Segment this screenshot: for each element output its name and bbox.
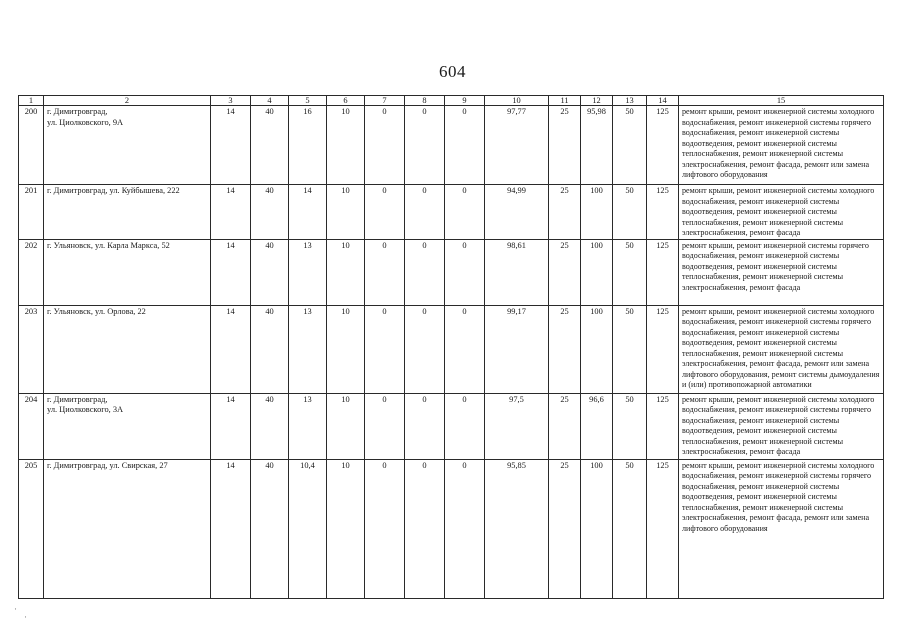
column-header: 11 [549,96,581,106]
column-header: 10 [485,96,549,106]
column-header: 3 [211,96,251,106]
column-header: 8 [405,96,445,106]
column-header: 6 [327,96,365,106]
column-number-row [19,96,884,106]
works-list-cell: ремонт крыши, ремонт инженерной системы холодного водоснабжения, ремонт инженерной системы горячего водоснабжения, ремонт инженерной системы водоотведения, ремонт инженерной системы теплоснабжения, ремонт инженерной системы электроснабжения, ремонт фасада, ремонт или замена лифтового оборудования [679,106,884,185]
column-header: 1 [19,96,44,106]
value-cell: 50 [613,106,647,185]
value-cell: 100 [581,185,613,240]
value-cell: 14 [211,393,251,459]
value-cell: 98,61 [485,239,549,305]
value-cell: 10 [327,393,365,459]
value-cell: 96,6 [581,393,613,459]
address-cell: г. Димитровград, ул. Циолковского, 3А [44,393,211,459]
address-cell: г. Димитровград, ул. Свирская, 27 [44,459,211,598]
column-header: 5 [289,96,327,106]
scan-mark: · [14,604,17,614]
value-cell: 125 [647,185,679,240]
row-number: 200 [19,106,44,185]
value-cell: 100 [581,459,613,598]
value-cell: 40 [251,393,289,459]
table-row [19,106,884,185]
column-header: 7 [365,96,405,106]
value-cell: 10 [327,305,365,393]
value-cell: 50 [613,185,647,240]
value-cell: 0 [405,393,445,459]
value-cell: 0 [405,459,445,598]
value-cell: 40 [251,185,289,240]
works-list-cell: ремонт крыши, ремонт инженерной системы холодного водоснабжения, ремонт инженерной системы горячего водоснабжения, ремонт инженерной системы водоотведения, ремонт инженерной системы теплоснабжения, ремонт инженерной системы электроснабжения, ремонт фасада [679,393,884,459]
value-cell: 95,85 [485,459,549,598]
value-cell: 40 [251,239,289,305]
row-number: 205 [19,459,44,598]
value-cell: 13 [289,393,327,459]
value-cell: 50 [613,459,647,598]
value-cell: 0 [405,106,445,185]
column-header: 14 [647,96,679,106]
value-cell: 14 [211,305,251,393]
value-cell: 125 [647,305,679,393]
value-cell: 25 [549,239,581,305]
value-cell: 14 [211,239,251,305]
row-number: 201 [19,185,44,240]
value-cell: 50 [613,305,647,393]
address-cell: г. Ульяновск, ул. Карла Маркса, 52 [44,239,211,305]
value-cell: 40 [251,305,289,393]
address-cell: г. Димитровград, ул. Циолковского, 9А [44,106,211,185]
value-cell: 0 [445,393,485,459]
value-cell: 50 [613,393,647,459]
value-cell: 40 [251,106,289,185]
value-cell: 125 [647,459,679,598]
value-cell: 125 [647,106,679,185]
column-header: 15 [679,96,884,106]
value-cell: 0 [365,239,405,305]
column-header: 9 [445,96,485,106]
value-cell: 13 [289,239,327,305]
value-cell: 16 [289,106,327,185]
value-cell: 0 [365,393,405,459]
value-cell: 0 [365,459,405,598]
value-cell: 125 [647,239,679,305]
value-cell: 0 [445,305,485,393]
value-cell: 10 [327,459,365,598]
value-cell: 25 [549,393,581,459]
value-cell: 0 [405,239,445,305]
works-list-cell: ремонт крыши, ремонт инженерной системы холодного водоснабжения, ремонт инженерной системы водоотведения, ремонт инженерной системы теплоснабжения, ремонт инженерной системы электроснабжения, ремонт фасада [679,185,884,240]
row-number: 204 [19,393,44,459]
value-cell: 14 [211,185,251,240]
value-cell: 100 [581,305,613,393]
address-cell: г. Ульяновск, ул. Орлова, 22 [44,305,211,393]
row-number: 202 [19,239,44,305]
value-cell: 14 [211,106,251,185]
value-cell: 25 [549,106,581,185]
address-cell: г. Димитровград, ул. Куйбышева, 222 [44,185,211,240]
value-cell: 25 [549,305,581,393]
column-header: 4 [251,96,289,106]
column-header: 12 [581,96,613,106]
value-cell: 10 [327,185,365,240]
value-cell: 25 [549,185,581,240]
table-row [19,459,884,598]
table-row [19,185,884,240]
table-row [19,393,884,459]
column-header: 13 [613,96,647,106]
value-cell: 14 [289,185,327,240]
value-cell: 0 [445,185,485,240]
table-row [19,239,884,305]
value-cell: 13 [289,305,327,393]
value-cell: 95,98 [581,106,613,185]
value-cell: 10,4 [289,459,327,598]
works-list-cell: ремонт крыши, ремонт инженерной системы горячего водоснабжения, ремонт инженерной системы водоотведения, ремонт инженерной системы теплоснабжения, ремонт инженерной системы электроснабжения, ремонт фасада [679,239,884,305]
value-cell: 0 [405,185,445,240]
value-cell: 0 [365,106,405,185]
value-cell: 10 [327,106,365,185]
scan-mark: · [24,612,27,622]
value-cell: 0 [445,459,485,598]
value-cell: 94,99 [485,185,549,240]
value-cell: 0 [365,185,405,240]
value-cell: 40 [251,459,289,598]
value-cell: 25 [549,459,581,598]
value-cell: 125 [647,393,679,459]
value-cell: 0 [365,305,405,393]
works-list-cell: ремонт крыши, ремонт инженерной системы холодного водоснабжения, ремонт инженерной системы горячего водоснабжения, ремонт инженерной системы водоотведения, ремонт инженерной системы теплоснабжения, ремонт инженерной системы электроснабжения, ремонт фасада, ремонт или замена лифтового оборудования, ремонт системы дымоудаления и (или) противопожарной автоматики [679,305,884,393]
works-list-cell: ремонт крыши, ремонт инженерной системы холодного водоснабжения, ремонт инженерной системы горячего водоснабжения, ремонт инженерной системы водоотведения, ремонт инженерной системы теплоснабжения, ремонт инженерной системы электроснабжения, ремонт фасада, ремонт или замена лифтового оборудования [679,459,884,598]
column-header: 2 [44,96,211,106]
value-cell: 0 [445,239,485,305]
value-cell: 10 [327,239,365,305]
value-cell: 100 [581,239,613,305]
value-cell: 99,17 [485,305,549,393]
row-number: 203 [19,305,44,393]
table-row [19,305,884,393]
value-cell: 97,5 [485,393,549,459]
value-cell: 50 [613,239,647,305]
repair-register-table [18,95,884,599]
page-number: 604 [439,62,466,81]
value-cell: 0 [445,106,485,185]
value-cell: 97,77 [485,106,549,185]
value-cell: 14 [211,459,251,598]
value-cell: 0 [405,305,445,393]
